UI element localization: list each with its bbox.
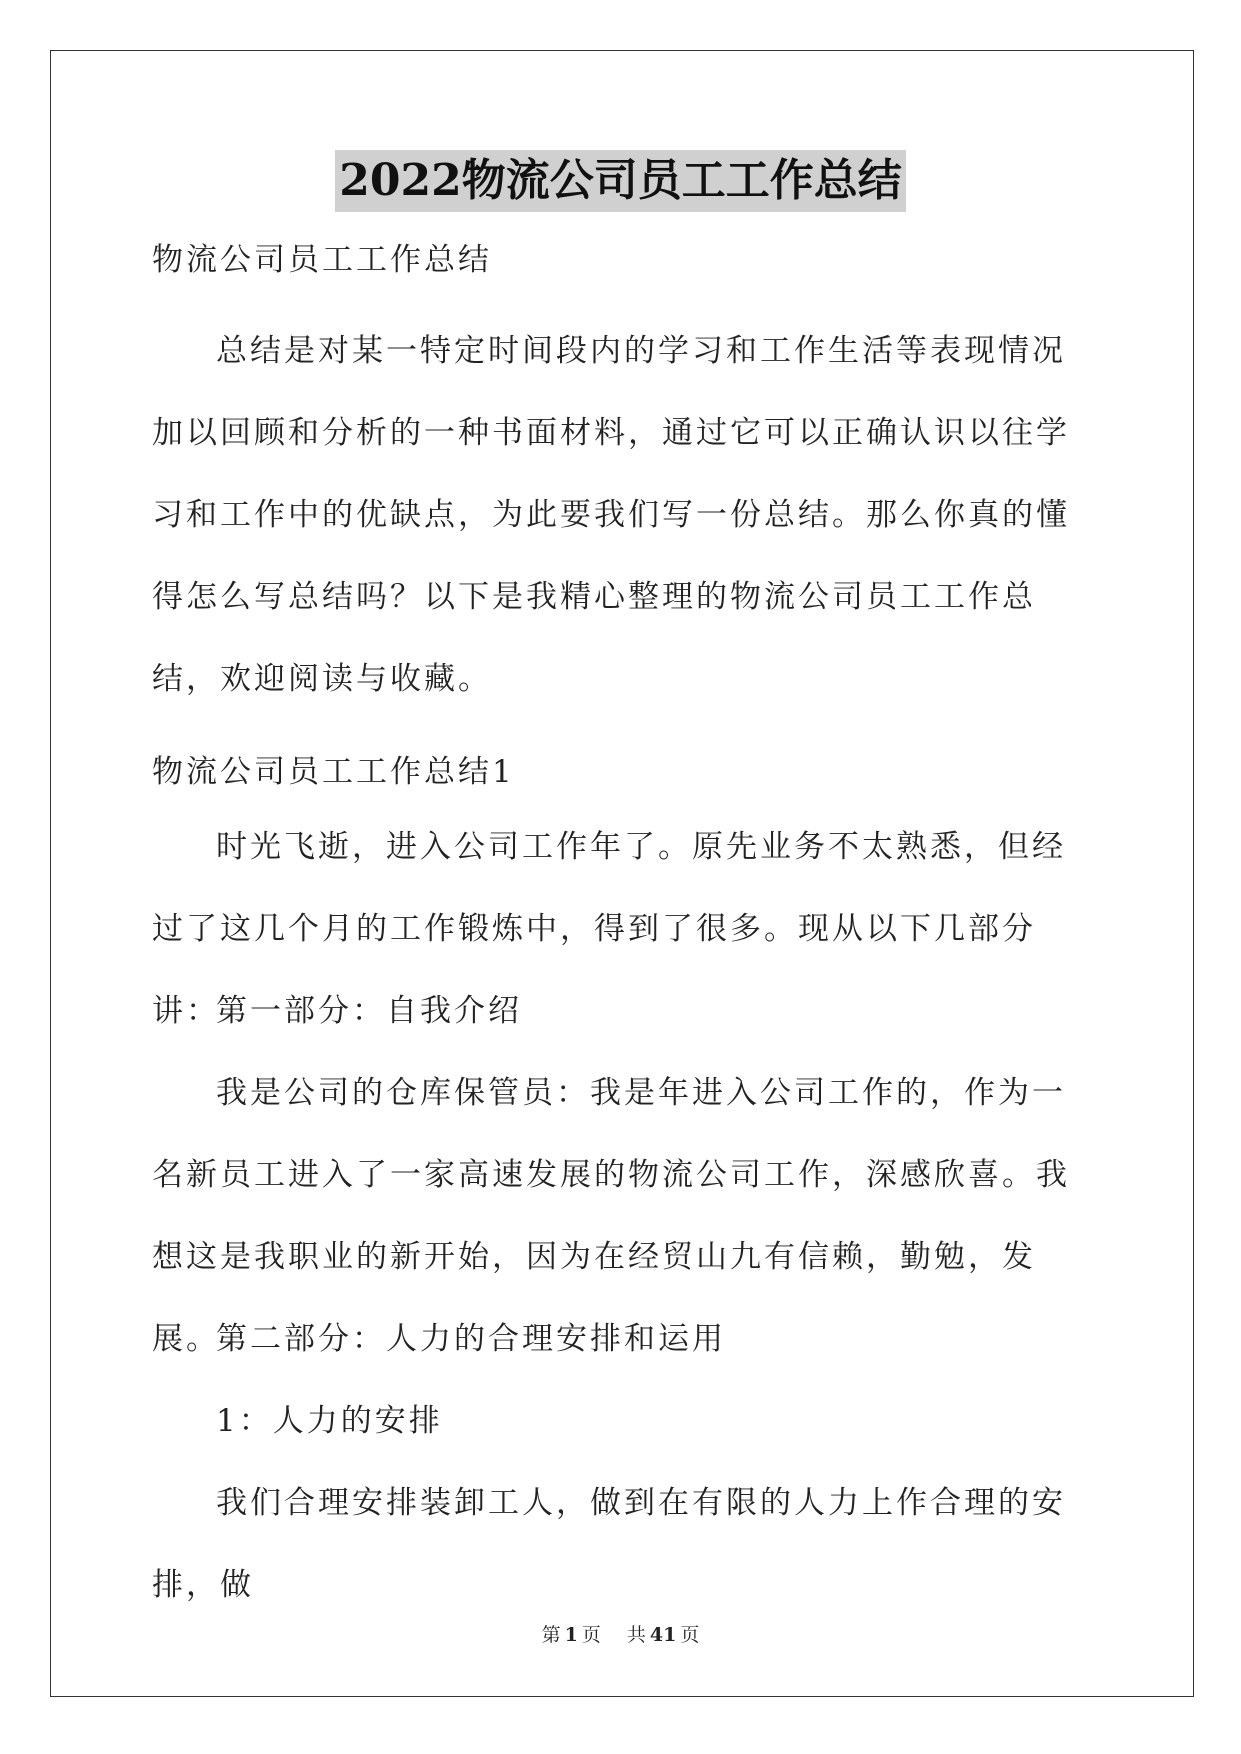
footer-total-prefix: 共 bbox=[626, 1624, 646, 1646]
footer-total-suffix: 页 bbox=[680, 1624, 700, 1646]
title-container bbox=[0, 150, 1241, 212]
intro-paragraph: 总结是对某一特定时间段内的学习和工作生活等表现情况加以回顾和分析的一种书面材料，通过它可以正确认识以往学习和工作中的优缺点，为此要我们写一份总结。那么你真的懂得怎么写总结吗？以下是我精心整理的物流公司员工工作总结，欢迎阅读与收藏。 bbox=[152, 333, 1070, 697]
item-1-heading: 1：人力的安排 bbox=[216, 1403, 443, 1439]
footer-page-current: 1 bbox=[564, 1624, 578, 1646]
paragraph-1: 时光飞逝，进入公司工作年了。原先业务不太熟悉，但经过了这几个月的工作锻炼中，得到了很多。现从以下几部分讲： bbox=[152, 829, 1066, 1029]
document-title: 2022物流公司员工工作总结 bbox=[335, 150, 905, 212]
section-heading: 物流公司员工工作总结1 bbox=[152, 754, 515, 790]
part-2-heading: 第二部分：人力的合理安排和运用 bbox=[216, 1321, 726, 1357]
document-subtitle: 物流公司员工工作总结 bbox=[152, 242, 492, 278]
part-1-heading: 第一部分：自我介绍 bbox=[216, 993, 522, 1029]
paragraph-3: 我们合理安排装卸工人，做到在有限的人力上作合理的安排，做 bbox=[152, 1485, 1066, 1603]
footer-page-total: 41 bbox=[649, 1624, 677, 1646]
page-footer bbox=[0, 1620, 1241, 1647]
footer-page-mid: 页 bbox=[581, 1624, 601, 1646]
footer-page-prefix: 第 bbox=[541, 1624, 561, 1646]
paragraph-2: 我是公司的仓库保管员：我是年进入公司工作的，作为一名新员工进入了一家高速发展的物流公司工作，深感欣喜。我想这是我职业的新开始，因为在经贸山九有信赖，勤勉，发展。 bbox=[152, 1075, 1070, 1357]
